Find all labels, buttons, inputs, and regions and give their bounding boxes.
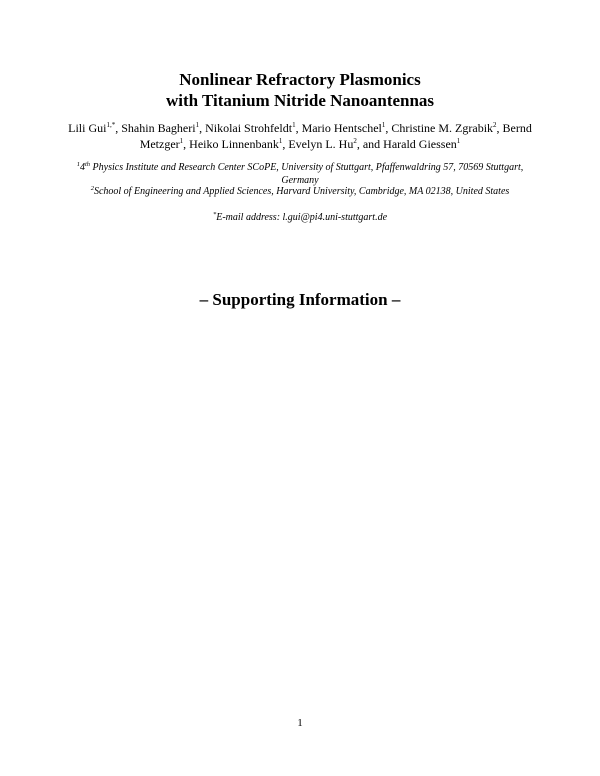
author-affiliation-marker: 1 [179, 137, 184, 145]
author-separator: , [183, 137, 190, 151]
affiliation-1-marker: 1 [76, 161, 80, 168]
supporting-information-heading: – Supporting Information – [199, 290, 401, 309]
author-affiliation-marker: 1 [381, 121, 386, 129]
author-name: Lili Gui [68, 121, 107, 135]
paper-title-line-2: with Titanium Nitride Nanoantennas [165, 91, 435, 110]
affiliation-2-marker: 2 [90, 185, 94, 192]
author-affiliation-marker: 1 [456, 137, 461, 145]
paper-title-line-1: Nonlinear Refractory Plasmonics [179, 70, 421, 89]
author-name: Harald Giessen [383, 137, 457, 151]
corresponding-email [60, 211, 540, 224]
affiliation-2 [60, 185, 540, 198]
affiliation-1 [60, 161, 540, 187]
page-number: 1 [297, 717, 303, 729]
author-name: Evelyn L. Hu [288, 137, 354, 151]
author-affiliation-marker: 2 [493, 121, 497, 129]
author-separator: , [496, 121, 503, 135]
author-name: Heiko Linnenbank [189, 137, 279, 151]
author-affiliation-marker: 1 [278, 137, 283, 145]
author-affiliation-marker: 2 [353, 137, 357, 145]
affiliation-1-ordinal-suffix: th [84, 161, 91, 168]
author-name: Christine M. Zgrabik [391, 121, 494, 135]
author-separator: , and [356, 137, 384, 151]
author-list [40, 120, 560, 152]
author-affiliation-marker: 1 [195, 121, 200, 129]
email-marker: * [212, 211, 217, 218]
author-affiliation-marker: 1,* [106, 121, 116, 129]
author-separator: , [385, 121, 392, 135]
author-name: Shahin Bagheri [121, 121, 196, 135]
email-address[interactable]: l.gui@pi4.uni-stuttgart.de [282, 212, 388, 223]
author-separator: , [295, 121, 302, 135]
author-separator: , [282, 137, 289, 151]
affiliation-2-text: School of Engineering and Applied Sciences, Harvard University, Cambridge, MA 02138, United States [93, 186, 510, 197]
author-name: Nikolai Strohfeldt [205, 121, 293, 135]
author-name: Bernd Metzger [139, 121, 532, 151]
author-affiliation-marker: 1 [292, 121, 296, 129]
author-separator: , [115, 121, 122, 135]
email-label: E-mail address: [216, 212, 281, 223]
author-name: Mario Hentschel [301, 121, 382, 135]
affiliation-1-ordinal: 4 [79, 162, 85, 173]
affiliation-1-text: Physics Institute and Research Center SCoPE, University of Stuttgart, Pfaffenwaldring 57, 70569 Stuttgart, Germany [92, 162, 524, 186]
author-separator: , [199, 121, 206, 135]
